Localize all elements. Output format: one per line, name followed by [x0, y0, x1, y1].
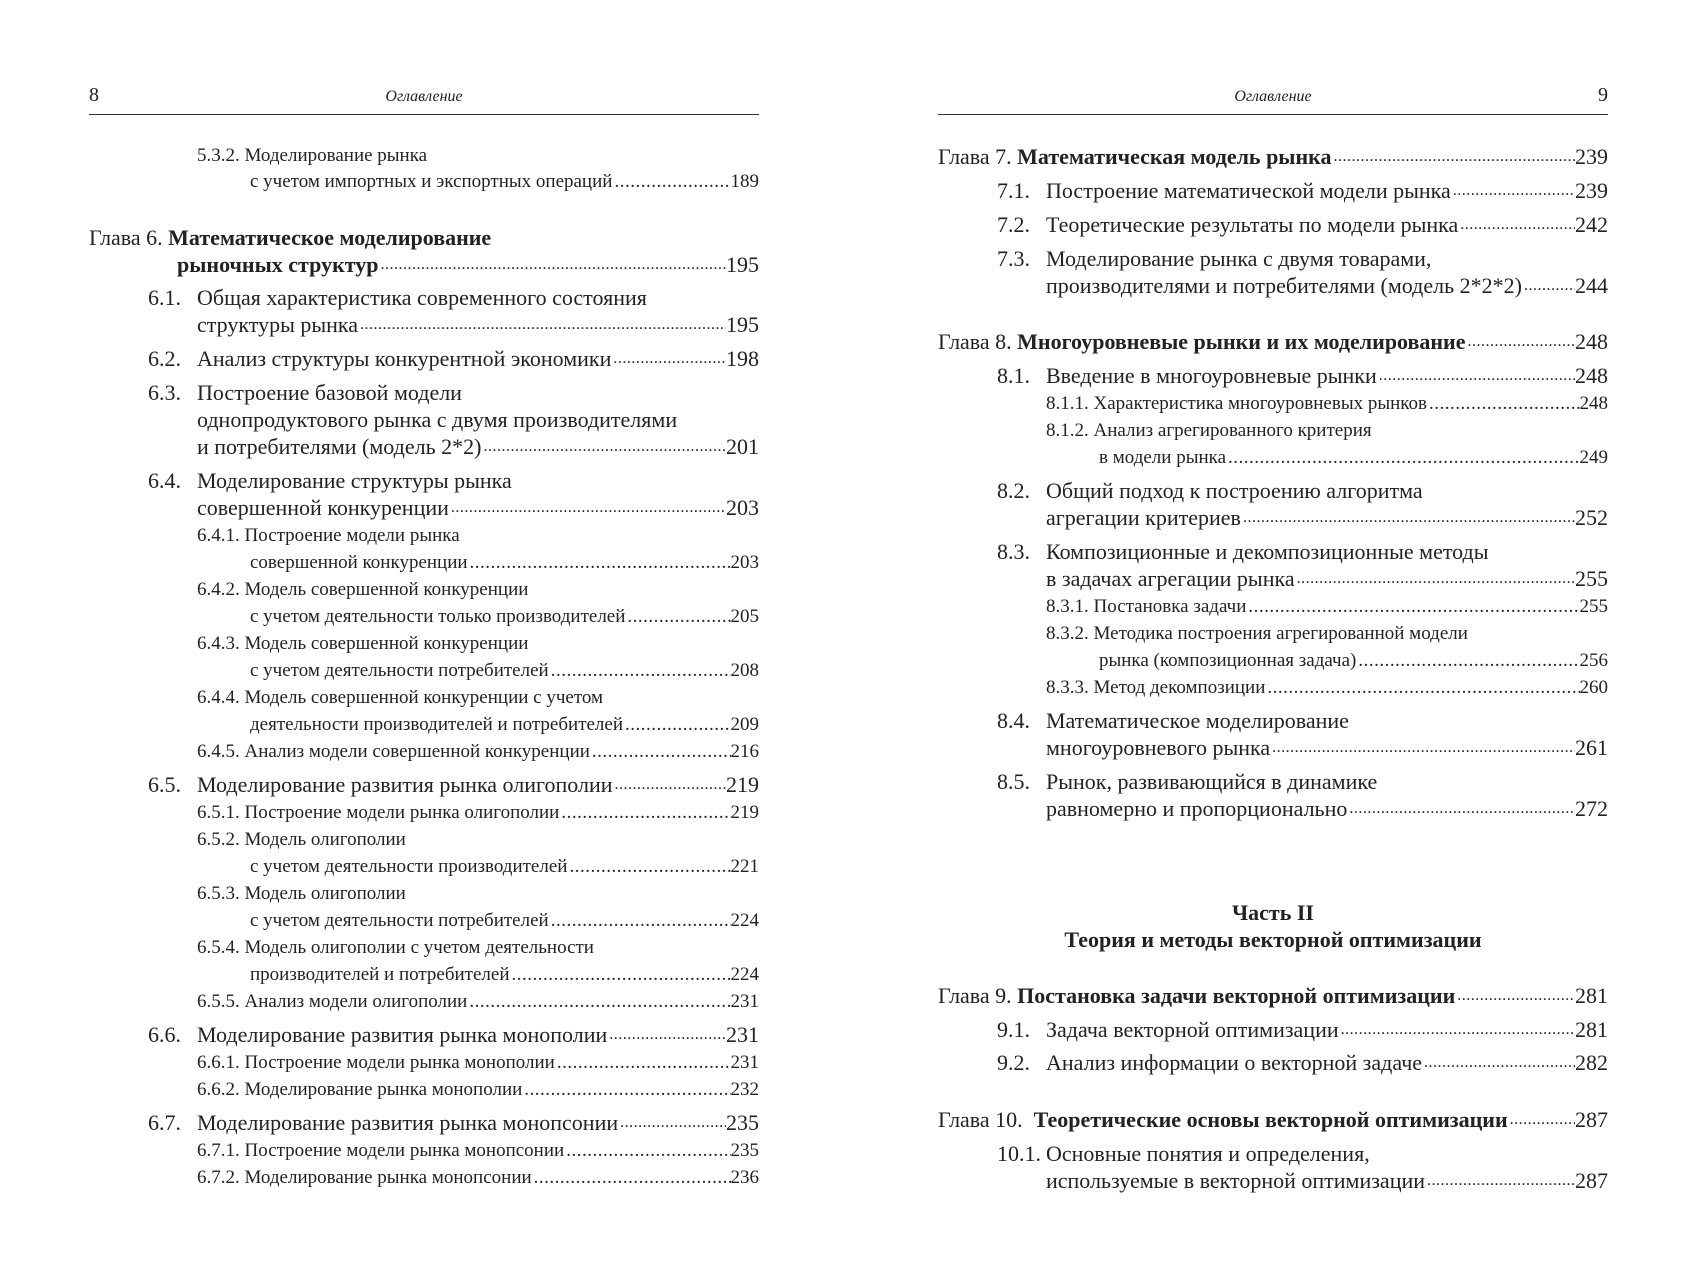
toc-subsection-entry: с учетом деятельности только производителей ..... 205 [250, 605, 759, 629]
toc-section-entry: 8.1. Введение в многоуровневые рынки ..... 248 [997, 363, 1608, 389]
toc-subsection-entry: 6.5.3. Модель олигополии [197, 883, 406, 904]
toc-subsection-entry: 8.3.2. Методика построения агрегированной модели [1046, 623, 1468, 644]
toc-subsection-entry: 6.6.2. Моделирование рынка монополии ..... 232 [197, 1078, 759, 1102]
toc-subsection-entry: с учетом деятельности потребителей ..... 224 [250, 909, 759, 933]
toc-section-entry: структуры рынка ..... 195 [197, 312, 759, 338]
part-heading: Часть II [1232, 900, 1314, 925]
right-page [938, 0, 1608, 1270]
toc-chapter-entry: Глава 10. Теоретические основы векторной оптимизации ..... 287 [938, 1107, 1608, 1133]
toc-subsection-entry: 6.5.2. Модель олигополии [197, 829, 406, 850]
running-head: Оглавление [385, 88, 463, 105]
toc-section-entry: в задачах агрегации рынка ..... 255 [1046, 566, 1608, 592]
running-head: Оглавление [1234, 88, 1312, 105]
toc-subsection-entry: 6.4.5. Анализ модели совершенной конкуренции ..... 216 [197, 740, 759, 764]
toc-subsection-entry: 6.6.1. Построение модели рынка монополии ..... 231 [197, 1051, 759, 1075]
toc-chapter-entry: Глава 7. Математическая модель рынка ..... 239 [938, 144, 1608, 170]
toc-subsection-entry: с учетом деятельности потребителей ..... 208 [250, 659, 759, 683]
toc-section-entry: производителями и потребителями (модель 2*2*2) ..... 244 [1046, 273, 1608, 299]
toc-subsection-entry: 8.3.3. Метод декомпозиции ..... 260 [1046, 676, 1608, 700]
left-page-header [89, 84, 759, 115]
page-number: 9 [1598, 84, 1608, 106]
toc-subsection-entry: 6.4.2. Модель совершенной конкуренции [197, 579, 529, 600]
toc-section-entry: и потребителями (модель 2*2) ..... 201 [197, 434, 759, 460]
page-number: 8 [89, 84, 99, 106]
toc-subsection-entry: 6.7.2. Моделирование рынка монопсонии ..... 236 [197, 1166, 759, 1190]
toc-subsection-entry: рынка (композиционная задача) ..... 256 [1099, 649, 1608, 673]
toc-subsection-entry: 6.5.4. Модель олигополии с учетом деятельности [197, 937, 594, 958]
toc-section-entry: 7.2. Теоретические результаты по модели рынка ..... 242 [997, 212, 1608, 238]
toc-section-entry: совершенной конкуренции ..... 203 [197, 495, 759, 521]
toc-section-entry: агрегации критериев ..... 252 [1046, 505, 1608, 531]
part-title: Теория и методы векторной оптимизации [1064, 927, 1482, 952]
toc-subsection-entry: производителей и потребителей ..... 224 [250, 963, 759, 987]
toc-section-entry: 9.1. Задача векторной оптимизации ..... 281 [997, 1017, 1608, 1043]
toc-subsection-entry: 8.1.2. Анализ агрегированного критерия [1046, 420, 1372, 441]
toc-section-entry: 8.3. Композиционные и декомпозиционные методы [997, 539, 1489, 564]
toc-section-entry: 8.5. Рынок, развивающийся в динамике [997, 769, 1378, 794]
toc-section-entry: 6.3. Построение базовой модели [148, 380, 462, 405]
toc-chapter-entry: Глава 9. Постановка задачи векторной оптимизации ..... 281 [938, 983, 1608, 1009]
toc-entry: с учетом импортных и экспортных операций ..... 189 [250, 170, 759, 194]
toc-chapter-entry: Глава 8. Многоуровневые рынки и их моделирование ..... 248 [938, 329, 1608, 355]
toc-section-entry: однопродуктового рынка с двумя производителями [197, 407, 678, 432]
toc-chapter-entry: рыночных структур ..... 195 [177, 252, 759, 278]
toc-subsection-entry: деятельности производителей и потребителей ..... 209 [250, 713, 759, 737]
toc-section-entry: 8.2. Общий подход к построению алгоритма [997, 478, 1423, 503]
toc-section-entry: 6.4. Моделирование структуры рынка [148, 468, 512, 493]
toc-subsection-entry: в модели рынка ..... 249 [1099, 446, 1608, 470]
toc-subsection-entry: 6.4.1. Построение модели рынка [197, 525, 460, 546]
toc-entry: 5.3.2. Моделирование рынка [197, 145, 428, 166]
toc-subsection-entry: 6.4.4. Модель совершенной конкуренции с учетом [197, 687, 604, 708]
left-page [89, 0, 759, 1270]
right-page-header [938, 84, 1608, 115]
toc-section-entry: многоуровневого рынка ..... 261 [1046, 735, 1608, 761]
toc-section-entry: 6.2. Анализ структуры конкурентной экономики ..... 198 [148, 346, 759, 372]
toc-subsection-entry: 8.1.1. Характеристика многоуровневых рынков ..... 248 [1046, 392, 1608, 416]
toc-subsection-entry: 8.3.1. Постановка задачи ..... 255 [1046, 595, 1608, 619]
toc-subsection-entry: 6.5.1. Построение модели рынка олигополии ..... 219 [197, 801, 759, 825]
toc-section-entry: 7.3. Моделирование рынка с двумя товарами, [997, 246, 1432, 271]
toc-page-number: 189 [730, 171, 759, 192]
toc-subsection-entry: 6.7.1. Построение модели рынка монопсонии ..... 235 [197, 1139, 759, 1163]
toc-section-entry: 8.4. Математическое моделирование [997, 708, 1349, 733]
toc-subsection-entry: совершенной конкуренции ..... 203 [250, 551, 759, 575]
toc-subsection-entry: с учетом деятельности производителей ..... 221 [250, 855, 759, 879]
toc-subsection-entry: 6.4.3. Модель совершенной конкуренции [197, 633, 529, 654]
toc-section-entry: 9.2. Анализ информации о векторной задаче ..... 282 [997, 1050, 1608, 1076]
toc-chapter-entry: Глава 6. Математическое моделирование [89, 225, 492, 250]
toc-section-entry: используемые в векторной оптимизации ..... 287 [1046, 1168, 1608, 1194]
toc-section-entry: 10.1. Основные понятия и определения, [997, 1141, 1370, 1166]
toc-section-entry: 6.1. Общая характеристика современного состояния [148, 285, 647, 310]
toc-section-entry: 6.6. Моделирование развития рынка монополии ..... 231 [148, 1022, 759, 1048]
toc-section-entry: 7.1. Построение математической модели рынка ..... 239 [997, 178, 1608, 204]
toc-section-entry: равномерно и пропорционально ..... 272 [1046, 796, 1608, 822]
toc-section-entry: 6.7. Моделирование развития рынка монопсонии ..... 235 [148, 1110, 759, 1136]
toc-page-number: 195 [726, 252, 759, 277]
toc-section-entry: 6.5. Моделирование развития рынка олигополии ..... 219 [148, 772, 759, 798]
toc-subsection-entry: 6.5.5. Анализ модели олигополии ..... 231 [197, 990, 759, 1014]
